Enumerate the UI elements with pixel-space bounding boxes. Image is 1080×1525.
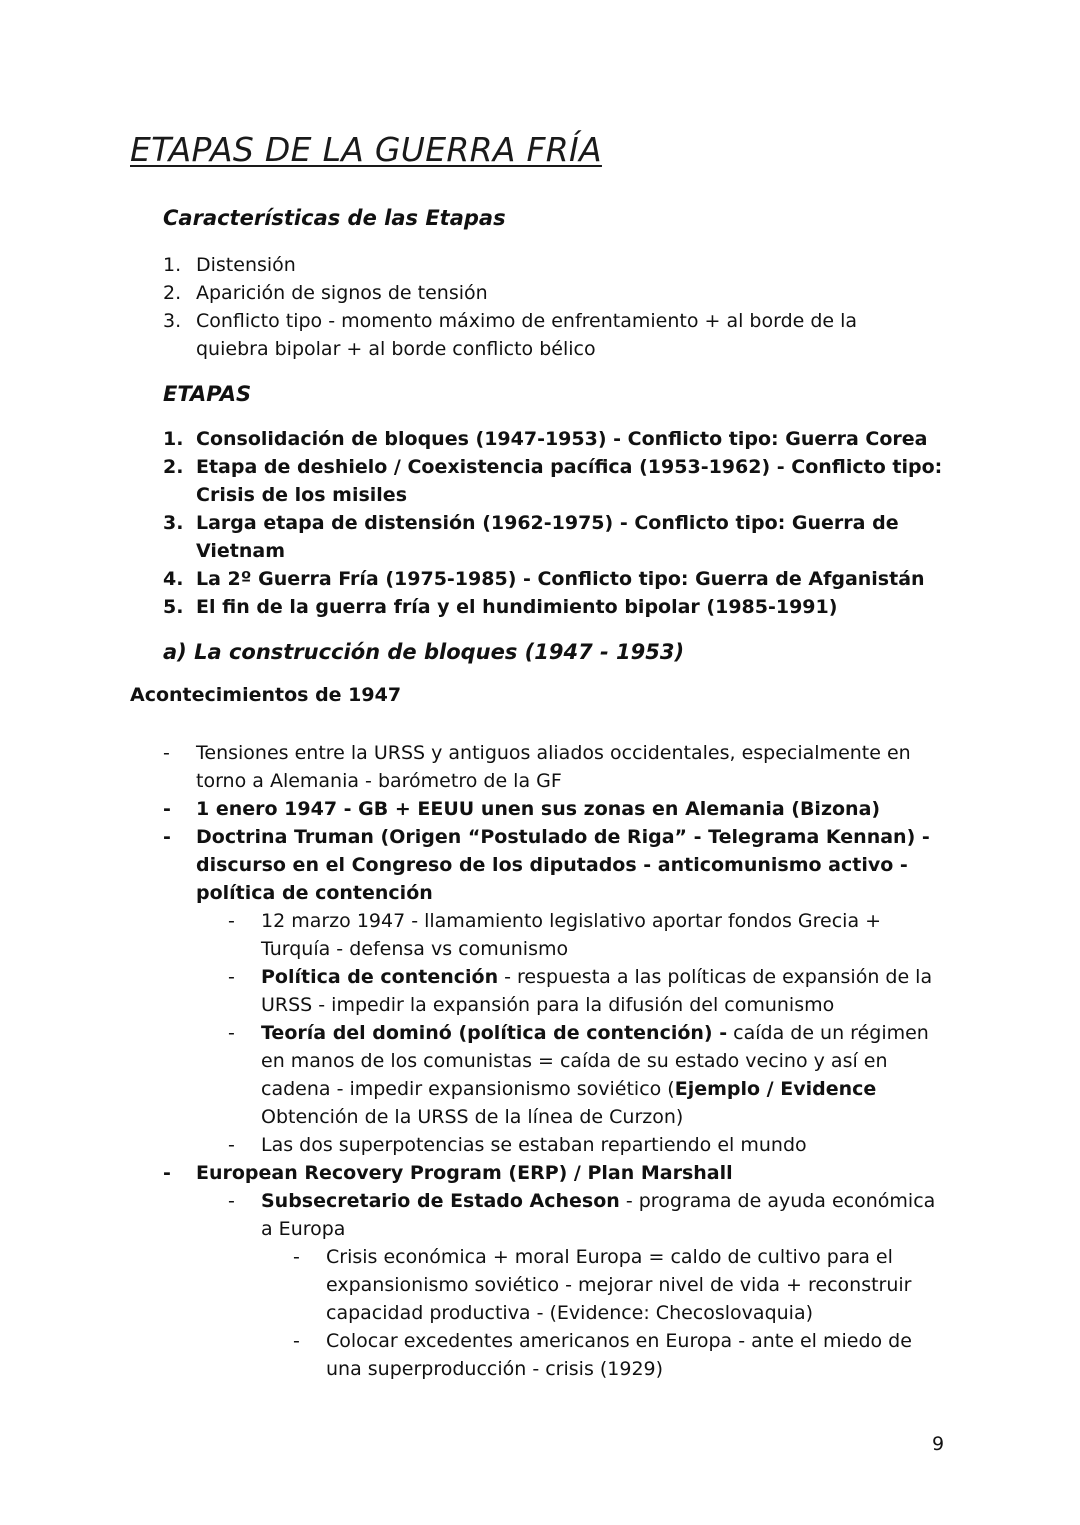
list-item-text: Consolidación de bloques (1947-1953) - Conflicto tipo: Guerra Corea [196, 428, 928, 450]
bullet-dash: - [228, 1190, 235, 1212]
bold-lead-text: Teoría del dominó (política de contención) - [261, 1022, 728, 1044]
bullet-dash: - [293, 1246, 300, 1268]
bullet-text: Doctrina Truman (Origen “Postulado de Riga” - Telegrama Kennan) - [196, 826, 930, 848]
bullet-text: cadena - impedir expansionismo soviético ( [261, 1078, 675, 1100]
bullet-text: capacidad productiva - (Evidence: Checoslovaquia) [326, 1302, 814, 1324]
bullet-text: URSS - impedir la expansión para la difusión del comunismo [261, 994, 835, 1016]
bullet-text: Crisis económica + moral Europa = caldo de cultivo para el [326, 1246, 893, 1268]
bullet-item [163, 823, 935, 907]
bold-tail-text: Ejemplo / Evidence [674, 1078, 877, 1100]
list-item-text: quiebra bipolar + al borde conflicto bélico [196, 338, 596, 360]
list-marker: 1. [163, 254, 182, 276]
bullet-text: Colocar excedentes americanos en Europa - ante el miedo de [326, 1330, 912, 1352]
list-item [163, 279, 857, 307]
list-item [163, 425, 942, 453]
bullet-text: torno a Alemania - barómetro de la GF [196, 770, 562, 792]
bullet-text: expansionismo soviético - mejorar nivel de vida + reconstruir [326, 1274, 912, 1296]
list-item [163, 453, 942, 509]
bullet-text: Tensiones entre la URSS y antiguos aliados occidentales, especialmente en [196, 742, 911, 764]
events-1947-list [163, 739, 935, 1383]
list-item [163, 593, 942, 621]
list-marker: 5. [163, 596, 184, 618]
bullet-dash: - [293, 1330, 300, 1352]
list-marker: 3. [163, 512, 184, 534]
bullet-text: - respuesta a las políticas de expansión de la [498, 966, 933, 988]
etapas-list [163, 425, 942, 621]
list-item [163, 565, 942, 593]
list-marker: 2. [163, 456, 184, 478]
page-number: 9 [932, 1433, 945, 1455]
bullet-item [293, 1327, 935, 1383]
events-1947-heading: Acontecimientos de 1947 [130, 684, 402, 706]
bullet-item [228, 1019, 935, 1131]
list-item-text: Aparición de signos de tensión [196, 282, 488, 304]
bullet-dash: - [228, 910, 235, 932]
bold-lead-text: Subsecretario de Estado Acheson [261, 1190, 620, 1212]
bullet-item [163, 795, 935, 823]
list-item-text: Larga etapa de distensión (1962-1975) - Conflicto tipo: Guerra de [196, 512, 899, 534]
bullet-item [163, 739, 935, 795]
bullet-item [228, 1131, 935, 1159]
etapas-heading: ETAPAS [163, 382, 252, 406]
list-item [163, 251, 857, 279]
list-item-text: Etapa de deshielo / Coexistencia pacífica (1953-1962) - Conflicto tipo: [196, 456, 943, 478]
bullet-text: política de contención [196, 882, 433, 904]
page-title: ETAPAS DE LA GUERRA FRÍA [130, 130, 602, 169]
list-item [163, 509, 942, 565]
list-item-text: La 2º Guerra Fría (1975-1985) - Conflicto tipo: Guerra de Afganistán [196, 568, 925, 590]
bullet-item [293, 1243, 935, 1327]
bullet-dash: - [163, 798, 171, 820]
bullet-text: una superproducción - crisis (1929) [326, 1358, 664, 1380]
bullet-text: en manos de los comunistas = caída de su estado vecino y así en [261, 1050, 888, 1072]
list-marker: 2. [163, 282, 182, 304]
bullet-dash: - [163, 742, 170, 764]
section-a-heading: a) La construcción de bloques (1947 - 1953) [163, 640, 685, 664]
list-item-text: Distensión [196, 254, 296, 276]
list-item [163, 307, 857, 363]
bullet-item [228, 1187, 935, 1243]
list-item-text: Vietnam [196, 540, 285, 562]
bold-lead-text: Política de contención [261, 966, 499, 988]
bullet-text: - programa de ayuda económica [619, 1190, 936, 1212]
bullet-text: 12 marzo 1947 - llamamiento legislativo aportar fondos Grecia + [261, 910, 882, 932]
bullet-text: Las dos superpotencias se estaban repartiendo el mundo [261, 1134, 807, 1156]
bullet-dash: - [163, 826, 171, 848]
list-item-text: El fin de la guerra fría y el hundimiento bipolar (1985-1991) [196, 596, 838, 618]
bullet-text: a Europa [261, 1218, 346, 1240]
characteristics-heading: Características de las Etapas [163, 206, 506, 230]
list-marker: 3. [163, 310, 182, 332]
list-marker: 1. [163, 428, 184, 450]
bullet-text: Obtención de la URSS de la línea de Curzon) [261, 1106, 684, 1128]
list-item-text: Conflicto tipo - momento máximo de enfrentamiento + al borde de la [196, 310, 858, 332]
bullet-dash: - [228, 966, 235, 988]
bullet-text: 1 enero 1947 - GB + EEUU unen sus zonas en Alemania (Bizona) [196, 798, 881, 820]
bullet-text: European Recovery Program (ERP) / Plan Marshall [196, 1162, 733, 1184]
characteristics-list [163, 251, 857, 363]
bullet-dash: - [228, 1022, 235, 1044]
bullet-item [163, 1159, 935, 1187]
list-marker: 4. [163, 568, 184, 590]
bullet-text: caída de un régimen [727, 1022, 929, 1044]
bullet-item [228, 963, 935, 1019]
bullet-text: discurso en el Congreso de los diputados - anticomunismo activo - [196, 854, 908, 876]
bullet-dash: - [228, 1134, 235, 1156]
bullet-item [228, 907, 935, 963]
bullet-text: Turquía - defensa vs comunismo [261, 938, 569, 960]
list-item-text: Crisis de los misiles [196, 484, 408, 506]
bullet-dash: - [163, 1162, 171, 1184]
